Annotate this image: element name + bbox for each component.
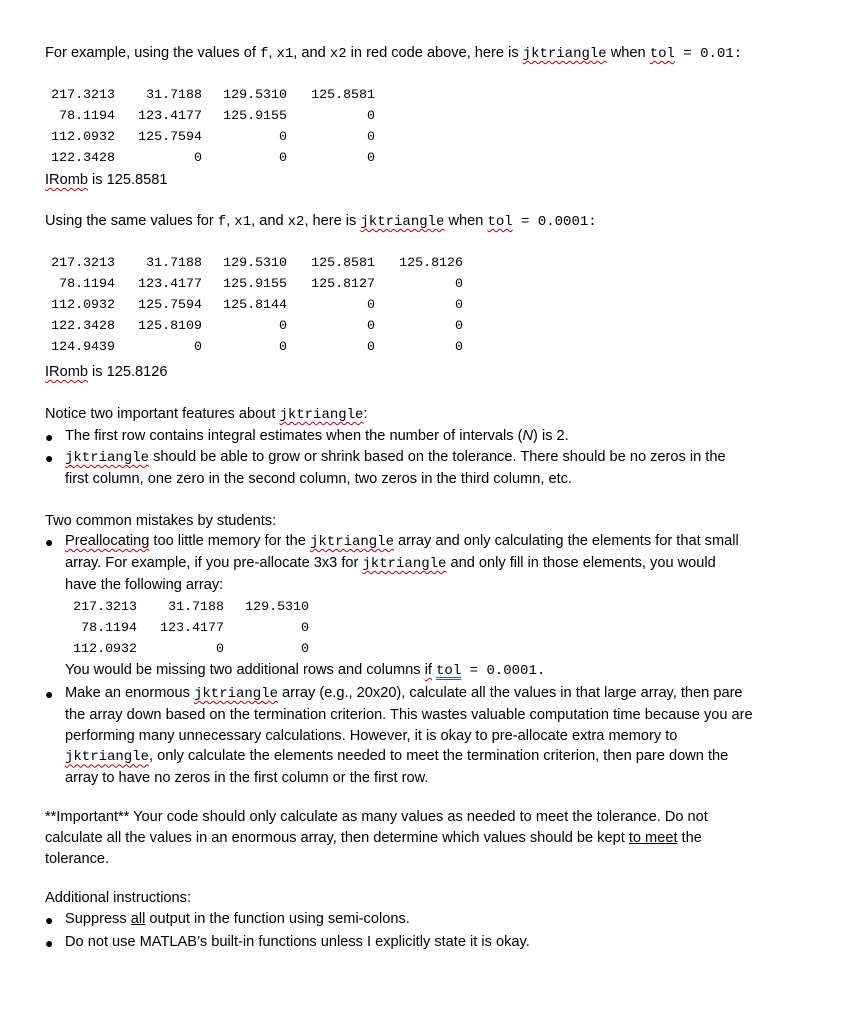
matrix-cell: 0	[367, 108, 375, 123]
code-jktriangle: jktriangle	[65, 450, 150, 466]
bullet-text: array and only calculating the elements for that small	[393, 533, 739, 549]
matrix-cell: 0	[367, 318, 375, 333]
heading-text: :	[363, 406, 368, 422]
matrix-cell: 0	[301, 641, 309, 656]
bullet-text: Suppress	[65, 911, 131, 927]
matrix-cell: 125.8144	[223, 297, 287, 312]
matrix-cell: 0	[279, 150, 287, 165]
important-text: **Important** Your code should only calculate as many values as needed to meet the tolerance. Do not	[45, 809, 708, 825]
intro-text: when	[606, 45, 650, 61]
bullet-text: and only fill in those elements, you would	[446, 554, 716, 571]
matrix-cell: 125.8581	[311, 255, 375, 270]
code-tol: tol	[436, 663, 462, 679]
matrix-cell: 0	[367, 150, 375, 165]
code-tol-value: = 0.0001.	[461, 663, 546, 679]
matrix-cell: 0	[279, 318, 287, 333]
intro-paragraph-1	[45, 43, 742, 64]
important-text: calculate all the values in an enormous array, then determine which values should be kept	[45, 829, 629, 846]
matrix-cell: 78.1194	[59, 108, 115, 123]
matrix-cell: 129.5310	[223, 255, 287, 270]
matrix-cell: 0	[279, 129, 287, 144]
matrix-row	[70, 638, 309, 659]
matrix-cell: 125.9155	[223, 108, 287, 123]
bullet-text: if	[424, 662, 432, 678]
bullet-text: ) is 2.	[533, 428, 569, 444]
code-jktriangle: jktriangle	[279, 407, 364, 423]
matrix-row	[48, 294, 463, 315]
code-f: f	[259, 46, 269, 62]
matrix-cell: 122.3428	[51, 318, 115, 333]
matrix-cell: 125.7594	[138, 129, 202, 144]
matrix-cell: 112.0932	[51, 129, 115, 144]
matrix-cell: 123.4177	[138, 108, 202, 123]
matrix-row	[48, 252, 463, 273]
intro-text: , here is	[304, 213, 361, 229]
bullet-text: performing many unnecessary calculations. However, it is okay to pre-allocate extra memory to	[65, 727, 678, 744]
matrix-row	[48, 336, 463, 357]
bullet-text: output in the function using semi-colons.	[145, 911, 410, 927]
matrix-row	[70, 596, 309, 617]
iromb-variable: IRomb	[45, 364, 88, 380]
result-1	[45, 170, 168, 190]
bullet-text: You would be missing two additional rows and columns	[65, 662, 425, 678]
bullet-text: have the following array:	[65, 576, 224, 593]
important-note	[45, 807, 708, 869]
matrix-tol-0.0001	[48, 252, 463, 357]
code-tol: tol	[649, 46, 675, 62]
matrix-cell: 217.3213	[51, 87, 115, 102]
code-tol: tol	[487, 214, 513, 230]
code-x1: x1	[276, 46, 294, 62]
matrix-cell: 112.0932	[51, 297, 115, 312]
code-jktriangle: jktriangle	[309, 534, 394, 550]
bullet-dot: ●	[45, 912, 54, 928]
matrix-cell: 123.4177	[160, 620, 224, 635]
important-text: tolerance.	[45, 850, 110, 867]
important-text: the	[677, 829, 702, 846]
code-jktriangle: jktriangle	[193, 686, 278, 702]
important-text-underlined: to meet	[628, 829, 678, 846]
result-2	[45, 362, 168, 382]
bullet-text: too little memory for the	[149, 533, 310, 549]
bullet-dot: ●	[45, 935, 54, 951]
code-f: f	[217, 214, 227, 230]
matrix-cell: 123.4177	[138, 276, 202, 291]
intro-text: For example, using the values of	[45, 45, 260, 61]
matrix-cell: 78.1194	[59, 276, 115, 291]
bullet-text: Preallocating	[65, 533, 150, 549]
result-text: is 125.8126	[87, 364, 168, 380]
mistake-bullet-2	[65, 683, 825, 789]
mistakes-heading: Two common mistakes by students:	[45, 513, 277, 529]
mistake-bullet-1	[65, 531, 825, 595]
matrix-cell: 0	[455, 276, 463, 291]
bullet-text: should be able to grow or shrink based on the tolerance. There should be no zeros in the	[149, 449, 726, 465]
feature-bullet-2	[65, 447, 825, 490]
matrix-cell: 125.8126	[399, 255, 463, 270]
matrix-cell: 78.1194	[81, 620, 137, 635]
bullet-dot: ●	[45, 686, 54, 702]
matrix-cell: 125.8581	[311, 87, 375, 102]
intro-paragraph-2	[45, 211, 597, 232]
matrix-cell: 217.3213	[51, 255, 115, 270]
code-tol-value: = 0.0001:	[512, 214, 597, 230]
matrix-cell: 125.9155	[223, 276, 287, 291]
bullet-text: first column, one zero in the second column, two zeros in the third column, etc.	[65, 470, 572, 487]
separator: ,	[268, 45, 277, 61]
bullet-text-underlined: all	[130, 911, 146, 927]
separator: , and	[251, 213, 288, 229]
bullet-text: Make an enormous	[65, 685, 194, 701]
code-jktriangle: jktriangle	[362, 555, 447, 572]
bullet-text-italic: N	[522, 428, 534, 444]
separator: , and	[293, 45, 330, 61]
matrix-cell: 0	[279, 339, 287, 354]
feature-bullet-1	[65, 426, 825, 447]
matrix-row	[48, 126, 375, 147]
matrix-row	[48, 315, 463, 336]
bullet-text: array to have no zeros in the first column or the first row.	[65, 770, 429, 787]
bullet-text: the array down based on the termination criterion. This wastes valuable computation time because you are	[65, 706, 753, 723]
bullet-dot: ●	[45, 534, 54, 550]
heading-text: Notice two important features about	[45, 406, 280, 422]
intro-text: in red code above, here is	[346, 45, 523, 61]
additional-heading: Additional instructions:	[45, 890, 192, 906]
matrix-cell: 0	[301, 620, 309, 635]
code-x2: x2	[329, 46, 347, 62]
additional-bullet-2: Do not use MATLAB’s built-in functions unless I explicitly state it is okay.	[65, 934, 530, 950]
matrix-row	[48, 147, 375, 168]
matrix-cell: 125.8127	[311, 276, 375, 291]
matrix-tol-0.01	[48, 84, 375, 168]
matrix-cell: 125.7594	[138, 297, 202, 312]
matrix-cell: 0	[367, 129, 375, 144]
matrix-cell: 0	[455, 339, 463, 354]
matrix-row	[48, 84, 375, 105]
matrix-cell: 112.0932	[73, 641, 137, 656]
intro-text: when	[444, 213, 488, 229]
matrix-cell: 31.7188	[146, 255, 202, 270]
matrix-3x3	[70, 596, 309, 659]
code-x2: x2	[287, 214, 305, 230]
code-x1: x1	[234, 214, 252, 230]
separator: ,	[226, 213, 235, 229]
features-heading	[45, 404, 368, 425]
additional-bullet-1	[65, 909, 825, 930]
bullet-dot: ●	[45, 429, 54, 445]
bullet-text: array (e.g., 20x20), calculate all the values in that large array, then pare	[278, 685, 743, 701]
code-jktriangle: jktriangle	[360, 214, 445, 230]
matrix-cell: 0	[194, 339, 202, 354]
matrix-cell: 122.3428	[51, 150, 115, 165]
matrix-cell: 129.5310	[223, 87, 287, 102]
iromb-variable: IRomb	[45, 172, 88, 188]
matrix-row	[48, 273, 463, 294]
matrix-cell: 217.3213	[73, 599, 137, 614]
matrix-cell: 0	[455, 318, 463, 333]
result-text: is 125.8581	[87, 172, 168, 188]
matrix-cell: 0	[455, 297, 463, 312]
matrix-cell: 0	[367, 339, 375, 354]
code-tol-value: = 0.01:	[674, 46, 743, 62]
matrix-cell: 0	[194, 150, 202, 165]
matrix-cell: 124.9439	[51, 339, 115, 354]
matrix-row	[48, 105, 375, 126]
bullet-dot: ●	[45, 450, 54, 466]
matrix-cell: 31.7188	[168, 599, 224, 614]
mistake-bullet-1-missing	[65, 660, 825, 682]
code-jktriangle: jktriangle	[522, 46, 607, 62]
matrix-cell: 0	[216, 641, 224, 656]
code-jktriangle: jktriangle	[65, 749, 150, 766]
matrix-cell: 125.8109	[138, 318, 202, 333]
bullet-text: array. For example, if you pre-allocate 3x3 for	[65, 554, 363, 571]
bullet-text: The first row contains integral estimates when the number of intervals (	[65, 428, 523, 444]
matrix-cell: 31.7188	[146, 87, 202, 102]
bullet-text: , only calculate the elements needed to meet the termination criterion, then pare down the	[149, 748, 729, 765]
matrix-row	[70, 617, 309, 638]
matrix-cell: 0	[367, 297, 375, 312]
intro-text: Using the same values for	[45, 213, 218, 229]
matrix-cell: 129.5310	[245, 599, 309, 614]
